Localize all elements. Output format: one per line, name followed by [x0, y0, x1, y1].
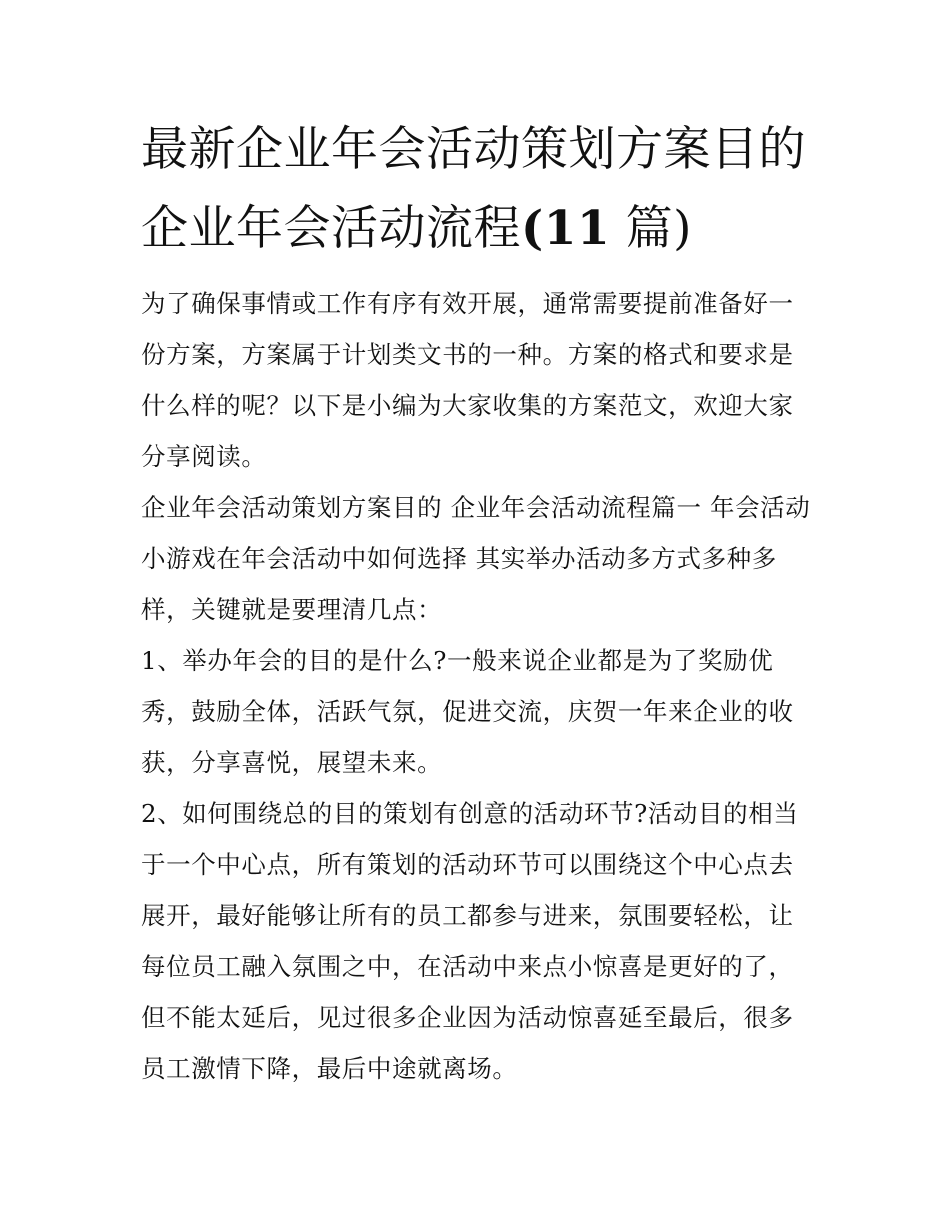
title-suffix: 篇) [610, 201, 692, 256]
document-title [141, 110, 813, 268]
document-page [141, 110, 813, 1094]
title-count: (11 [521, 201, 611, 256]
title-text: 最新企业年会活动策划方案目的 企业年会活动流程 [141, 122, 806, 256]
section-heading-paragraph: 企业年会活动策划方案目的 企业年会活动流程篇一 年会活动小游戏在年会活动中如何选择 其实举办活动多方式多种多样，关键就是要理清几点： [141, 493, 811, 624]
intro-paragraph: 为了确保事情或工作有序有效开展，通常需要提前准备好一份方案，方案属于计划类文书的一种。方案的格式和要求是什么样的呢？以下是小编为大家收集的方案范文，欢迎大家分享阅读。 [141, 289, 794, 471]
point-2-paragraph: 2、如何围绕总的目的策划有创意的活动环节?活动目的相当于一个中心点，所有策划的活动环节可以围绕这个中心点去展开，最好能够让所有的员工都参与进来，氛围要轻松，让每位员工融入氛围之中，在活动中来点小惊喜是更好的了，但不能太延后，见过很多企业因为活动惊喜延至最后，很多员工激情下降，最后中途就离场。 [141, 799, 799, 1083]
point-1-paragraph: 1、举办年会的目的是什么?一般来说企业都是为了奖励优秀，鼓励全体，活跃气氛，促进交流，庆贺一年来企业的收获，分享喜悦，展望未来。 [141, 646, 794, 777]
